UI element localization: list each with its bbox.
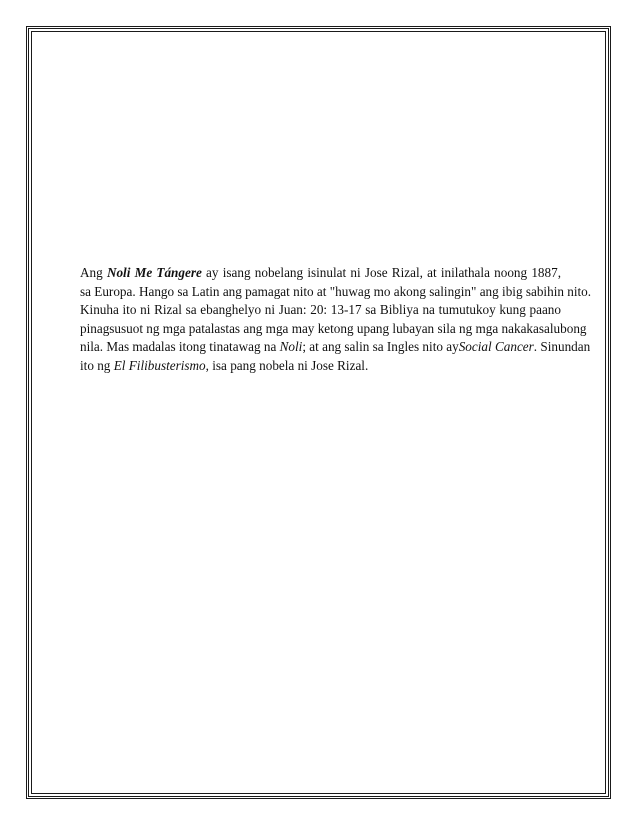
paragraph-line-2: sa Europa. Hango sa Latin ang pamagat nito at "huwag mo akong salingin" ang ibig sabihin nito. <box>80 283 592 299</box>
text-ang: Ang <box>80 265 103 280</box>
title-noli-me-tangere: Noli Me Tángere <box>106 265 202 280</box>
text-line-6-a: ito ng <box>80 357 111 373</box>
text-line-5-c: . Sinundan <box>533 339 591 355</box>
paragraph-line-3: Kinuha ito ni Rizal sa ebanghelyo ni Juan: 20: 13-17 sa Bibliya na tumutukoy kung paano <box>80 302 561 318</box>
paragraph-line-1 <box>80 264 561 283</box>
text-line-5-b: ; at ang salin sa Ingles nito ay <box>302 339 459 355</box>
paragraph-line-5 <box>80 338 591 357</box>
page-border <box>26 26 611 799</box>
title-noli: Noli <box>279 339 303 355</box>
paragraph-line-4: pinagsusuot ng mga patalastas ang mga may ketong upang lubayan sila ng mga nakakasalubong <box>80 320 587 336</box>
paragraph-line-6 <box>80 357 561 376</box>
text-line-5-a: nila. Mas madalas itong tinatawag na <box>80 339 277 355</box>
text-line-1-rest: ay isang nobelang isinulat ni Jose Rizal, at inilathala noong 1887, <box>206 265 561 280</box>
text-line-6-b: , isa pang nobela ni Jose Rizal. <box>205 357 369 373</box>
title-el-filibusterismo: El Filibusterismo <box>113 357 206 373</box>
body-paragraph <box>80 264 592 376</box>
title-social-cancer: Social Cancer <box>458 339 534 355</box>
